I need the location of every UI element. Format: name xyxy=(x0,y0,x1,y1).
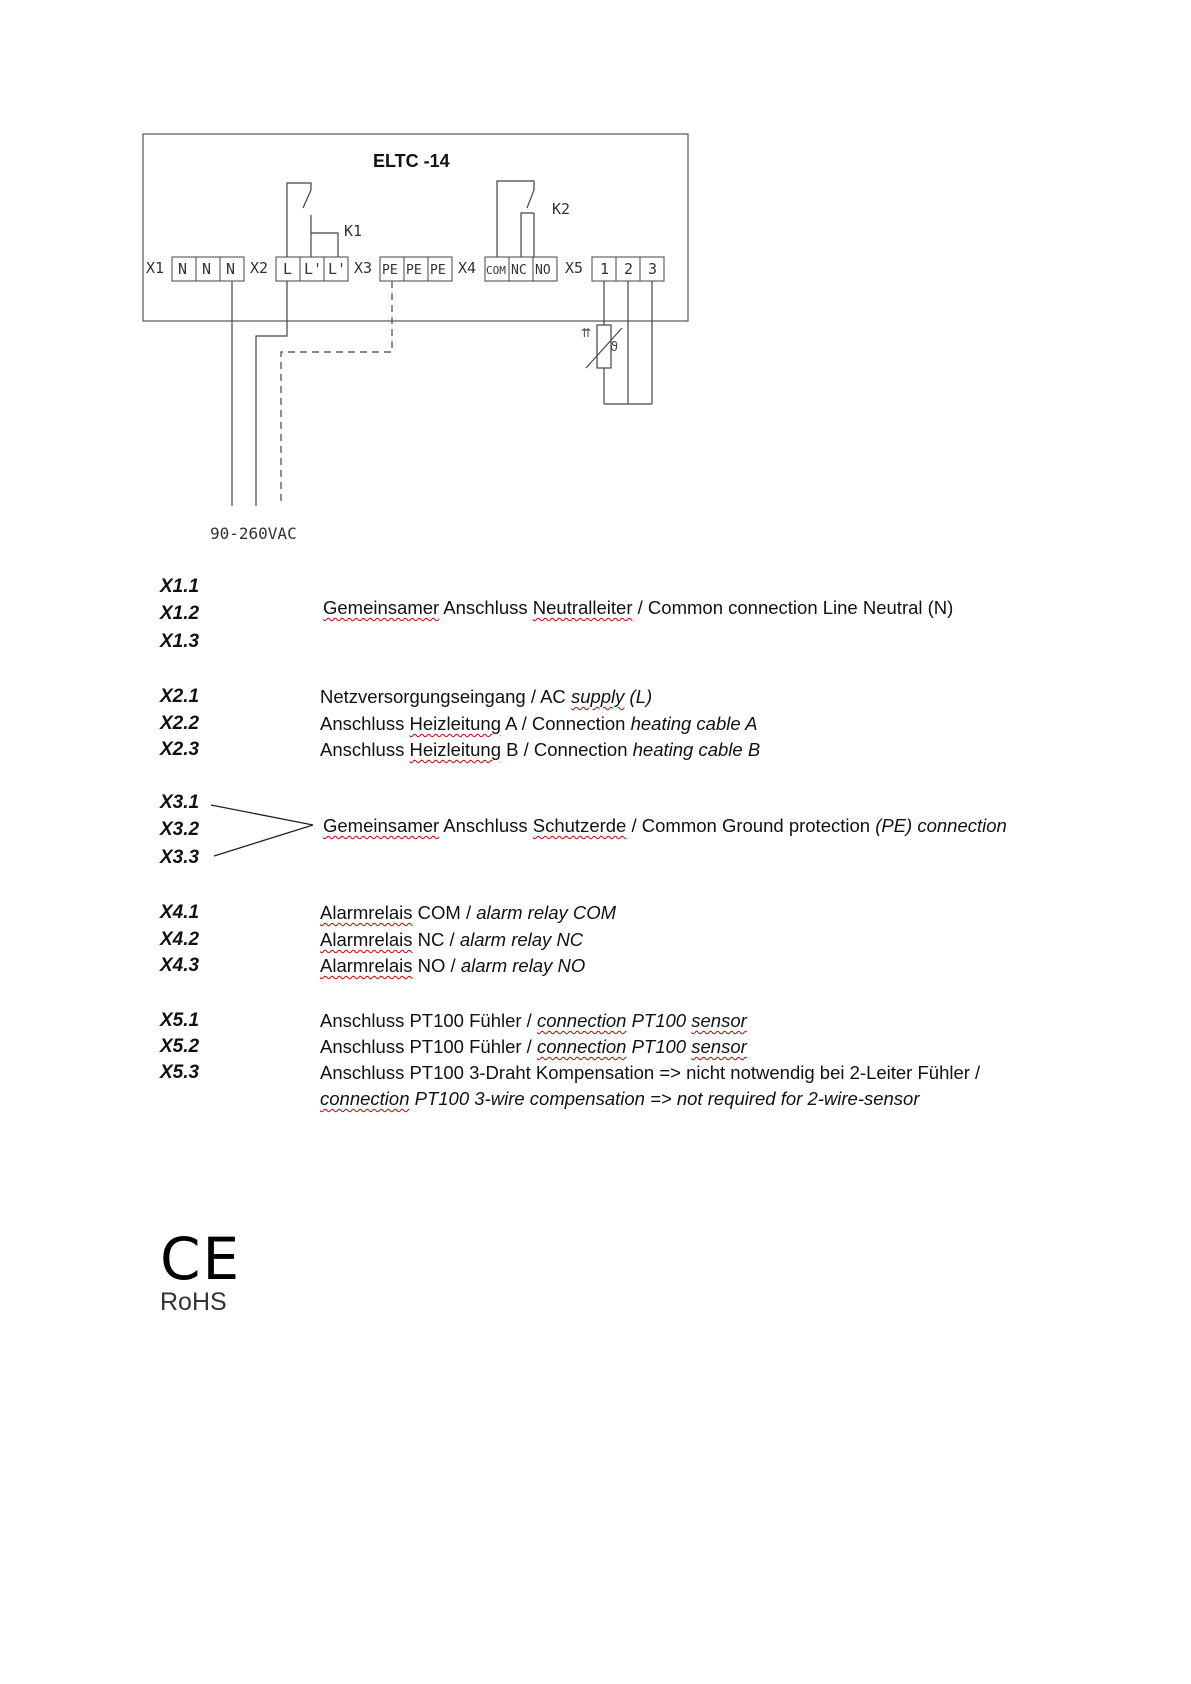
label-x4-3: X4.3 xyxy=(160,955,200,976)
label-x2-2: X2.2 xyxy=(160,713,200,734)
relay-k2-label: K2 xyxy=(552,200,571,218)
sensor-arrows-icon: ⇈ xyxy=(581,326,592,340)
label-x2-1: X2.1 xyxy=(160,686,200,707)
desc-x2-2: Anschluss Heizleitung A / Connection heating cable A xyxy=(320,713,758,734)
terminal-x2-3: L' xyxy=(328,260,347,278)
terminal-x4-1: COM xyxy=(486,264,506,277)
desc-x5-1: Anschluss PT100 Fühler / connection PT100 sensor xyxy=(320,1010,747,1031)
label-x4-2: X4.2 xyxy=(160,929,200,950)
sensor-theta-icon: ϑ xyxy=(610,340,619,355)
block-label-x4: X4 xyxy=(458,259,477,277)
relay-k1-label: K1 xyxy=(344,222,363,240)
terminal-x2-1: L xyxy=(283,260,293,278)
label-x5-2: X5.2 xyxy=(160,1036,200,1057)
block-label-x3: X3 xyxy=(354,259,373,277)
rohs-mark: RoHS xyxy=(160,1288,227,1316)
label-x1-1: X1.1 xyxy=(160,576,200,597)
block-label-x1: X1 xyxy=(146,259,165,277)
label-x3-1: X3.1 xyxy=(160,792,200,813)
desc-x5-3-continued: connection PT100 3-wire compensation => not required for 2-wire-sensor xyxy=(320,1088,920,1109)
desc-x4-2: Alarmrelais NC / alarm relay NC xyxy=(320,929,584,950)
label-x1-2: X1.2 xyxy=(160,603,200,624)
terminal-x5-2: 2 xyxy=(624,260,634,278)
terminal-x5-3: 3 xyxy=(648,260,658,278)
terminal-x4-2: NC xyxy=(511,263,527,278)
desc-x4-1: Alarmrelais COM / alarm relay COM xyxy=(320,902,617,923)
label-x5-1: X5.1 xyxy=(160,1010,200,1031)
desc-x2-3: Anschluss Heizleitung B / Connection heating cable B xyxy=(320,739,761,760)
group-x1-description: Gemeinsamer Anschluss Neutralleiter / Common connection Line Neutral (N) xyxy=(323,597,954,618)
device-title: ELTC -14 xyxy=(373,151,450,171)
desc-x5-2: Anschluss PT100 Fühler / connection PT100 sensor xyxy=(320,1036,747,1057)
desc-x4-3: Alarmrelais NO / alarm relay NO xyxy=(320,955,586,976)
label-x2-3: X2.3 xyxy=(160,739,200,760)
terminal-x3-1: PE xyxy=(382,263,398,278)
desc-x2-1: Netzversorgungseingang / AC supply (L) xyxy=(320,686,653,707)
terminal-x1-2: N xyxy=(202,260,212,278)
label-x4-1: X4.1 xyxy=(160,902,200,923)
label-x1-3: X1.3 xyxy=(160,631,200,652)
group-x3-bracket xyxy=(211,805,313,856)
block-label-x2: X2 xyxy=(250,259,269,277)
terminal-x3-2: PE xyxy=(406,263,422,278)
terminal-x3-3: PE xyxy=(430,263,446,278)
terminal-x1-1: N xyxy=(178,260,188,278)
label-x3-2: X3.2 xyxy=(160,819,200,840)
label-x5-3: X5.3 xyxy=(160,1062,200,1083)
terminal-x5-1: 1 xyxy=(600,260,610,278)
certification-marks xyxy=(160,1225,242,1317)
ce-mark-icon: CE xyxy=(160,1225,242,1293)
terminal-x2-2: L' xyxy=(304,260,323,278)
group-x3-description: Gemeinsamer Anschluss Schutzerde / Common Ground protection (PE) connection xyxy=(323,815,1007,836)
terminal-x1-3: N xyxy=(226,260,236,278)
desc-x5-3: Anschluss PT100 3-Draht Kompensation => nicht notwendig bei 2-Leiter Fühler / xyxy=(320,1062,981,1083)
block-label-x5: X5 xyxy=(565,259,584,277)
label-x3-3: X3.3 xyxy=(160,847,200,868)
supply-voltage-label: 90-260VAC xyxy=(210,524,297,543)
terminal-x4-3: NO xyxy=(535,263,551,278)
